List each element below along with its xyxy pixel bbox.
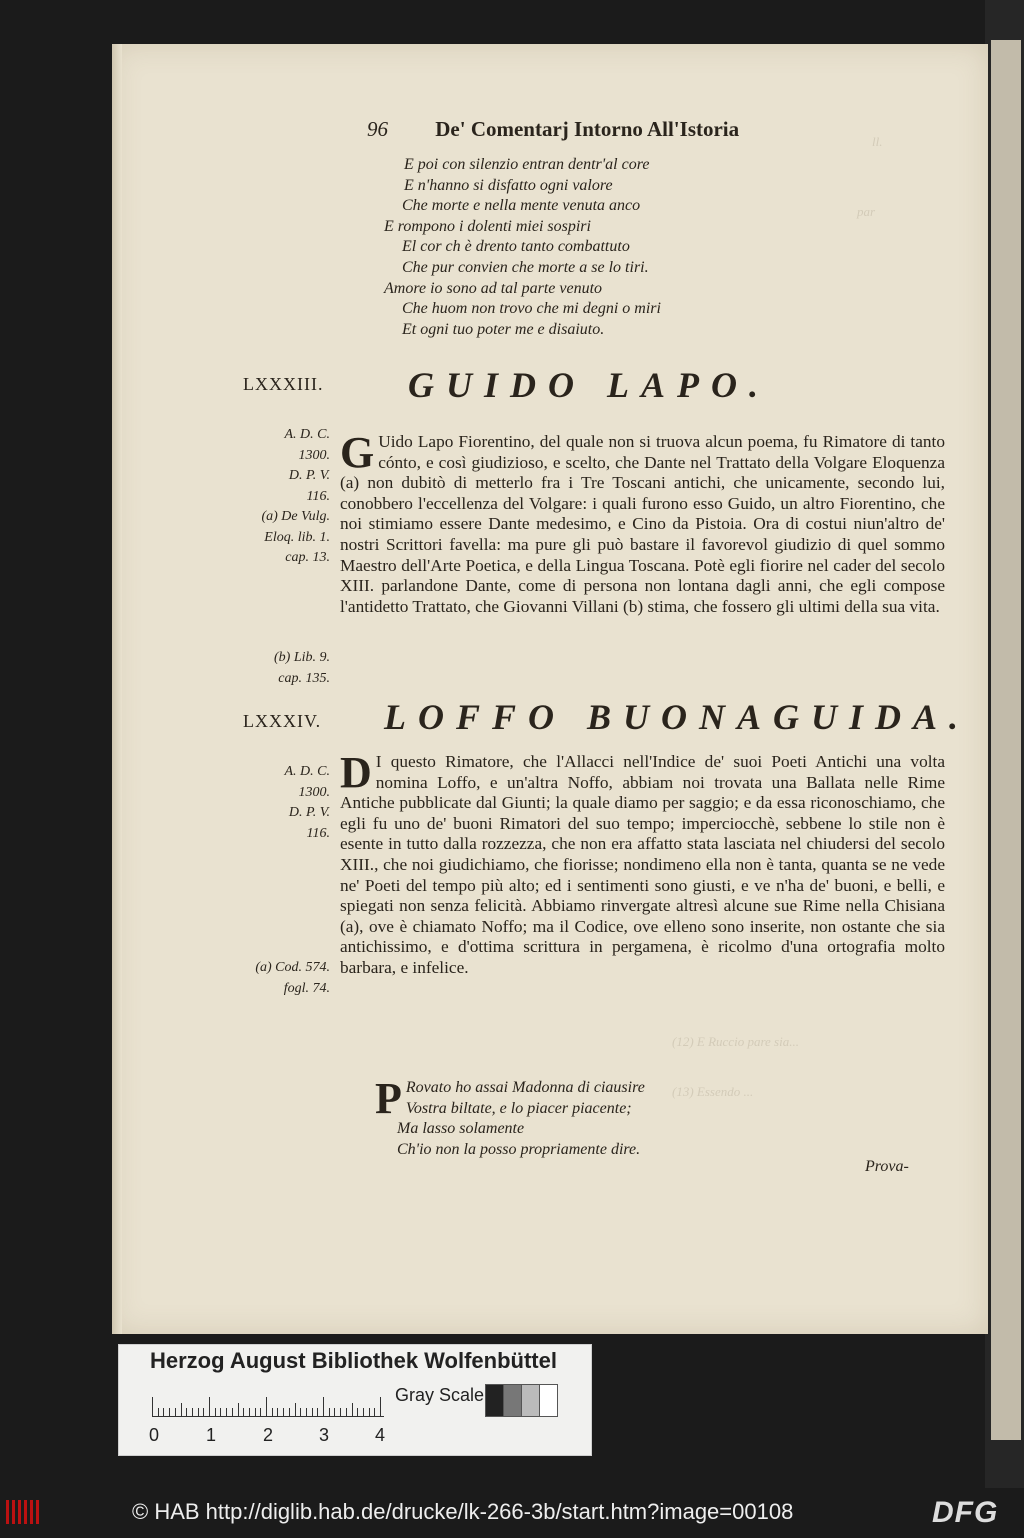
running-header: [367, 117, 827, 142]
poem-line: Amore io sono ad tal parte venuto: [384, 279, 603, 297]
margin-note: Eloq. lib. 1.: [264, 529, 330, 545]
margin-note: D. P. V.: [288, 468, 330, 483]
ruler-tick: [186, 1408, 187, 1417]
drop-cap: P: [375, 1074, 402, 1123]
margin-note: D. P. V.: [288, 805, 330, 820]
ruler-tick: [163, 1408, 164, 1417]
ruler-number: 4: [375, 1425, 386, 1445]
ruler-tick: [266, 1397, 267, 1417]
ruler-number: 3: [319, 1425, 330, 1445]
running-title: De' Comentarj Intorno All'Istoria: [435, 117, 740, 141]
ruler-tick: [232, 1408, 233, 1417]
gray-swatch: [485, 1384, 504, 1417]
ruler-tick: [226, 1408, 227, 1417]
ruler-tick: [220, 1408, 221, 1417]
margin-note: 116.: [306, 488, 330, 504]
margin-notes: [238, 762, 330, 844]
ruler-tick: [260, 1408, 261, 1417]
ruler-number: 2: [263, 1425, 274, 1445]
ruler-tick: [369, 1408, 370, 1417]
ruler-tick: [192, 1408, 193, 1417]
margin-notes: [238, 425, 330, 569]
poem-line: El cor ch è drento tanto combattuto: [402, 238, 630, 256]
color-reference-card: [118, 1344, 592, 1456]
ruler-tick: [243, 1408, 244, 1417]
page-number: 96: [367, 117, 388, 141]
poem-line: Et ogni tuo poter me e disaiuto.: [402, 320, 605, 338]
ballata: [375, 1074, 795, 1160]
ruler-tick: [255, 1408, 256, 1417]
ruler-tick: [329, 1408, 330, 1417]
margin-note: 116.: [306, 825, 330, 841]
margin-note: (a) De Vulg.: [261, 509, 330, 524]
poem-line: E n'hanno si disfatto ogni valore: [404, 176, 613, 194]
margin-note: cap. 135.: [278, 670, 330, 686]
poem-line: Che morte e nella mente venuta anco: [402, 197, 641, 215]
section-number: LXXXIII.: [243, 374, 324, 394]
section-number: LXXXIV.: [243, 711, 322, 731]
ruler-tick: [272, 1408, 273, 1417]
ruler-tick: [209, 1397, 210, 1417]
ruler-tick: [346, 1408, 347, 1417]
hab-logo-icon: [6, 1500, 42, 1524]
ruler-number: 1: [206, 1425, 217, 1445]
ballata-line: Rovato ho assai Madonna di ciausire: [405, 1079, 645, 1096]
ruler-tick: [169, 1408, 170, 1417]
ruler-tick: [215, 1408, 216, 1417]
body-text: I questo Rimatore, che l'Allacci nell'Indice de' suoi Poeti Antichi una volta nomina Loffo, e un'altra Noffo, abbiam noi trovata una Ballata nelle Rime Antiche pubblicate dal Giunti; la quale diamo per saggio; e da essa riconoschiamo, che egli fu uno de' buoni Rimatori del suo tempo; imperciocchè, sebbene lo stile non è esente in tutto dalla rozzezza, che non era affatto stata lasciata nel chiudersi del secolo XIII., che noi giudichiamo, che fiorisse; nondimeno ella non è tanta, quanta se ne vede ne' Poeti del tempo più alto; ed i sentimenti sono giusti, e ve n'ha de' buoni, e belli, e spiegati non senza felicità. Abbiamo rinvergate altresì alcune sue Rime nella Chisiana (a), ove è chiamato Noffo; ma il Codice, ove elleno sono inserite, non ostante che sia antichissimo, e d'ottima scrittura in pergamena, è ricolmo d'una ortografia molto barbara, e infelice.: [340, 752, 945, 977]
gray-swatch: [539, 1384, 558, 1417]
poem-line: E poi con silenzio entran dentr'al core: [404, 156, 650, 173]
poem-line: Che huom non trovo che mi degni o miri: [402, 300, 661, 318]
ruler-tick: [300, 1408, 301, 1417]
ruler-tick: [203, 1408, 204, 1417]
margin-note: cap. 13.: [285, 550, 330, 565]
section-body: [340, 428, 945, 617]
catchword: Prova-: [865, 1158, 909, 1175]
poem-line: Che pur convien che morte a se lo tiri.: [402, 258, 649, 276]
margin-notes-2: [238, 648, 330, 689]
section-body: [340, 748, 945, 979]
ruler-tick: [340, 1408, 341, 1417]
ruler-tick: [306, 1408, 307, 1417]
book-page: ll. par (12) E Ruccio pare sia... (13) Essendo ...: [112, 44, 988, 1334]
margin-note: fogl. 74.: [283, 980, 330, 996]
ruler-tick: [283, 1408, 284, 1417]
footer-bar: [0, 1488, 1024, 1538]
ruler-tick: [198, 1408, 199, 1417]
drop-cap: D: [340, 748, 372, 797]
ruler-tick: [363, 1408, 364, 1417]
ruler-tick: [175, 1408, 176, 1417]
ruler-tick: [249, 1408, 250, 1417]
ruler-tick: [238, 1403, 239, 1417]
ruler-number: 0: [149, 1425, 160, 1445]
margin-note: (b) Lib. 9.: [274, 650, 330, 665]
source-url[interactable]: © HAB http://diglib.hab.de/drucke/lk-266-3b/start.htm?image=00108: [132, 1499, 794, 1524]
ruler-tick: [181, 1403, 182, 1417]
ballata-line: Vostra biltate, e lo piacer piacente;: [405, 1099, 632, 1117]
ruler-tick: [374, 1408, 375, 1417]
margin-note: A. D. C.: [284, 427, 330, 442]
ruler-tick: [295, 1403, 296, 1417]
margin-notes-2: [230, 958, 330, 999]
adjacent-page-edge: [985, 0, 1024, 1488]
margin-note: 1300.: [298, 447, 330, 463]
section-title: GUIDO LAPO.: [408, 365, 770, 405]
margin-note: A. D. C.: [284, 764, 330, 779]
library-name: Herzog August Bibliothek Wolfenbüttel: [150, 1348, 557, 1373]
ruler-tick: [357, 1408, 358, 1417]
poem-top: [384, 155, 661, 340]
margin-note: (a) Cod. 574.: [255, 960, 330, 975]
ruler-tick: [158, 1408, 159, 1417]
ruler-tick: [352, 1403, 353, 1417]
poem-line: E rompono i dolenti miei sospiri: [384, 217, 591, 235]
margin-note: 1300.: [298, 784, 330, 800]
ballata-line: Ma lasso solamente: [397, 1120, 525, 1137]
gray-swatch: [503, 1384, 522, 1417]
ruler-tick: [334, 1408, 335, 1417]
ruler-tick: [317, 1408, 318, 1417]
scale-ruler: [152, 1395, 384, 1417]
gray-swatch: [521, 1384, 540, 1417]
body-text: Uido Lapo Fiorentino, del quale non si truova alcun poema, fu Rimatore di tanto cónto, e così giudizioso, e scelto, che Dante nel Trattato della Volgare Eloquenza (a) non dubitò di metterlo fra i Tre Toscani antichi, che unicamente, secondo lui, conobbero l'eccellenza del Volgare: i quali furono esso Guido, un altro Fiorentino, che noi stimiamo essere Dante medesimo, e Cino da Pistoia. Ora di costui niun'altro de' nostri Scrittori favella: ma pure gli può bastare il favorevol giudizio di quel sommo Maestro dell'Arte Poetica, e della Lingua Toscana. Potè egli fiorire nel cader del secolo XIII. parlandone Dante, come di persona non lontana dagli anni, che egli compose l'antidetto Trattato, che Giovanni Villani (b) stima, che fossero gli ultimi della sua vita.: [340, 432, 945, 616]
ruler-tick: [312, 1408, 313, 1417]
gray-scale-label: Gray Scale: [395, 1385, 485, 1405]
dfg-logo: DFG: [932, 1496, 999, 1529]
drop-cap: G: [340, 428, 375, 477]
ruler-tick: [323, 1397, 324, 1417]
ruler-tick: [289, 1408, 290, 1417]
ruler-tick: [152, 1397, 153, 1417]
ruler-tick: [380, 1397, 381, 1417]
ruler-tick: [277, 1408, 278, 1417]
section-title: LOFFO BUONAGUIDA.: [384, 697, 971, 737]
ballata-line: Ch'io non la posso propriamente dire.: [397, 1140, 641, 1158]
